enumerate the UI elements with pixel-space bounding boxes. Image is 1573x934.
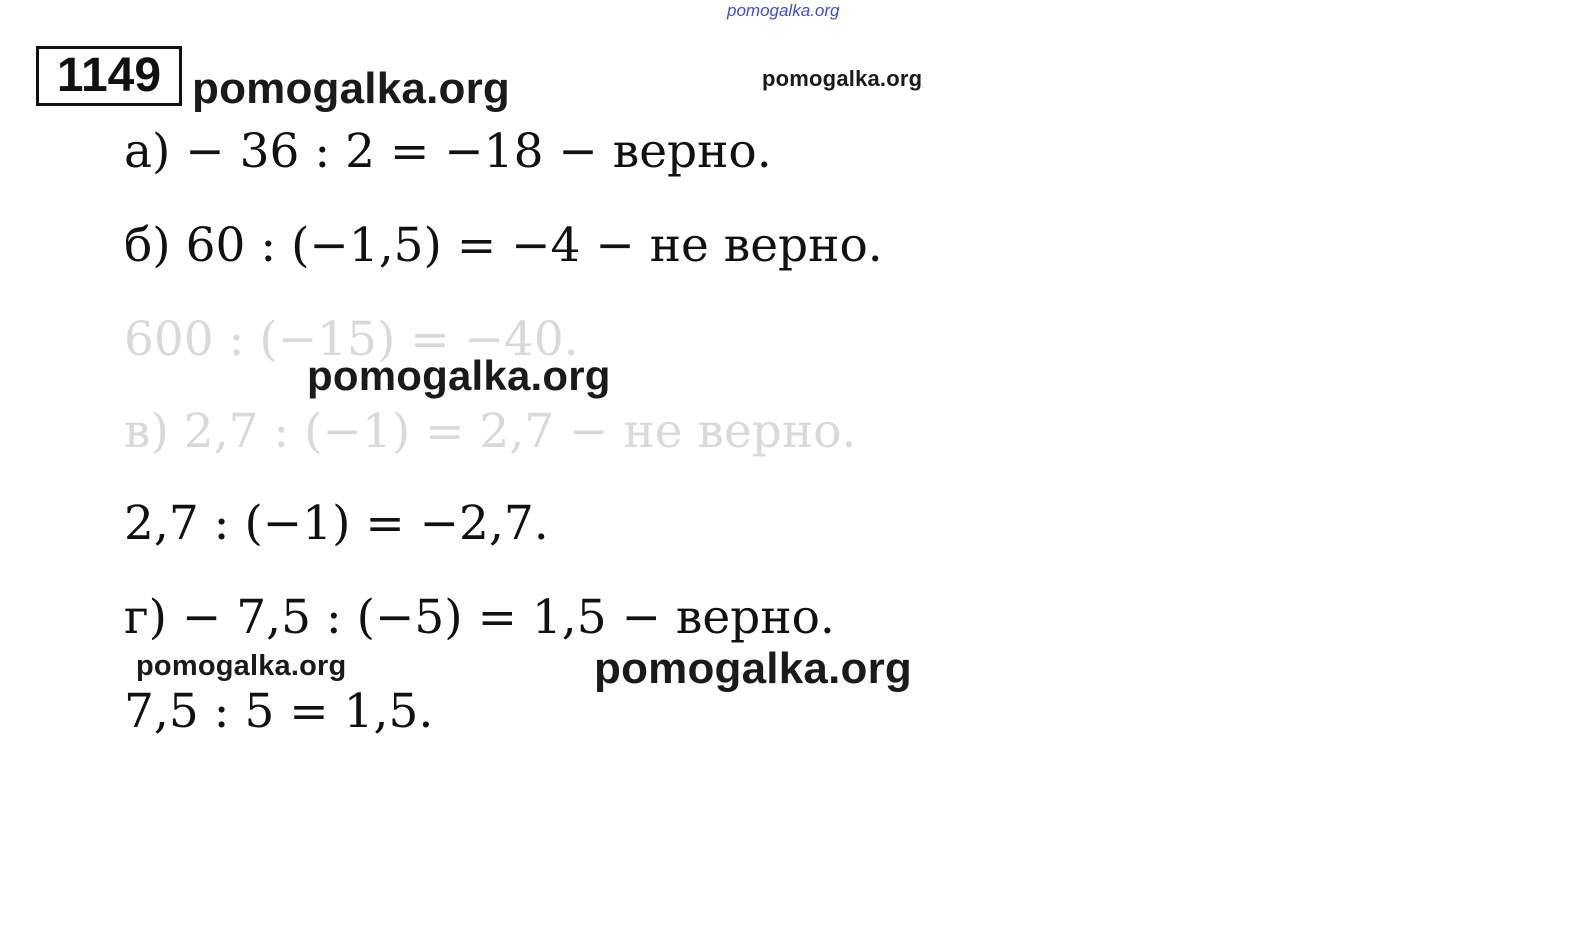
solution-line-b-correction-text: 600 : (−15) = −40. — [124, 312, 579, 367]
watermark-right-large: pomogalka.org — [594, 644, 912, 693]
solution-line-g-correction: 7,5 : 5 = 1,5. — [124, 684, 434, 739]
watermark-middle: pomogalka.org — [307, 352, 611, 399]
faded-text-wrapper — [124, 404, 857, 459]
watermark-top: pomogalka.org — [727, 1, 840, 20]
task-number-box — [36, 46, 182, 106]
watermark-header: pomogalka.org — [192, 64, 510, 113]
solution-line-b: б) 60 : (−1,5) = −4 − не верно. — [124, 218, 883, 273]
solution-line-g: г) − 7,5 : (−5) = 1,5 − верно. — [124, 590, 835, 645]
solution-line-a: а) − 36 : 2 = −18 − верно. — [124, 124, 772, 179]
watermark-left-small: pomogalka.org — [136, 650, 347, 682]
task-number: 1149 — [56, 49, 162, 102]
solution-line-v-text: в) 2,7 : (−1) = 2,7 − не верно. — [124, 404, 857, 459]
solution-line-v — [124, 404, 857, 459]
solution-line-v-correction: 2,7 : (−1) = −2,7. — [124, 496, 549, 551]
watermark-right-small: pomogalka.org — [762, 66, 923, 91]
